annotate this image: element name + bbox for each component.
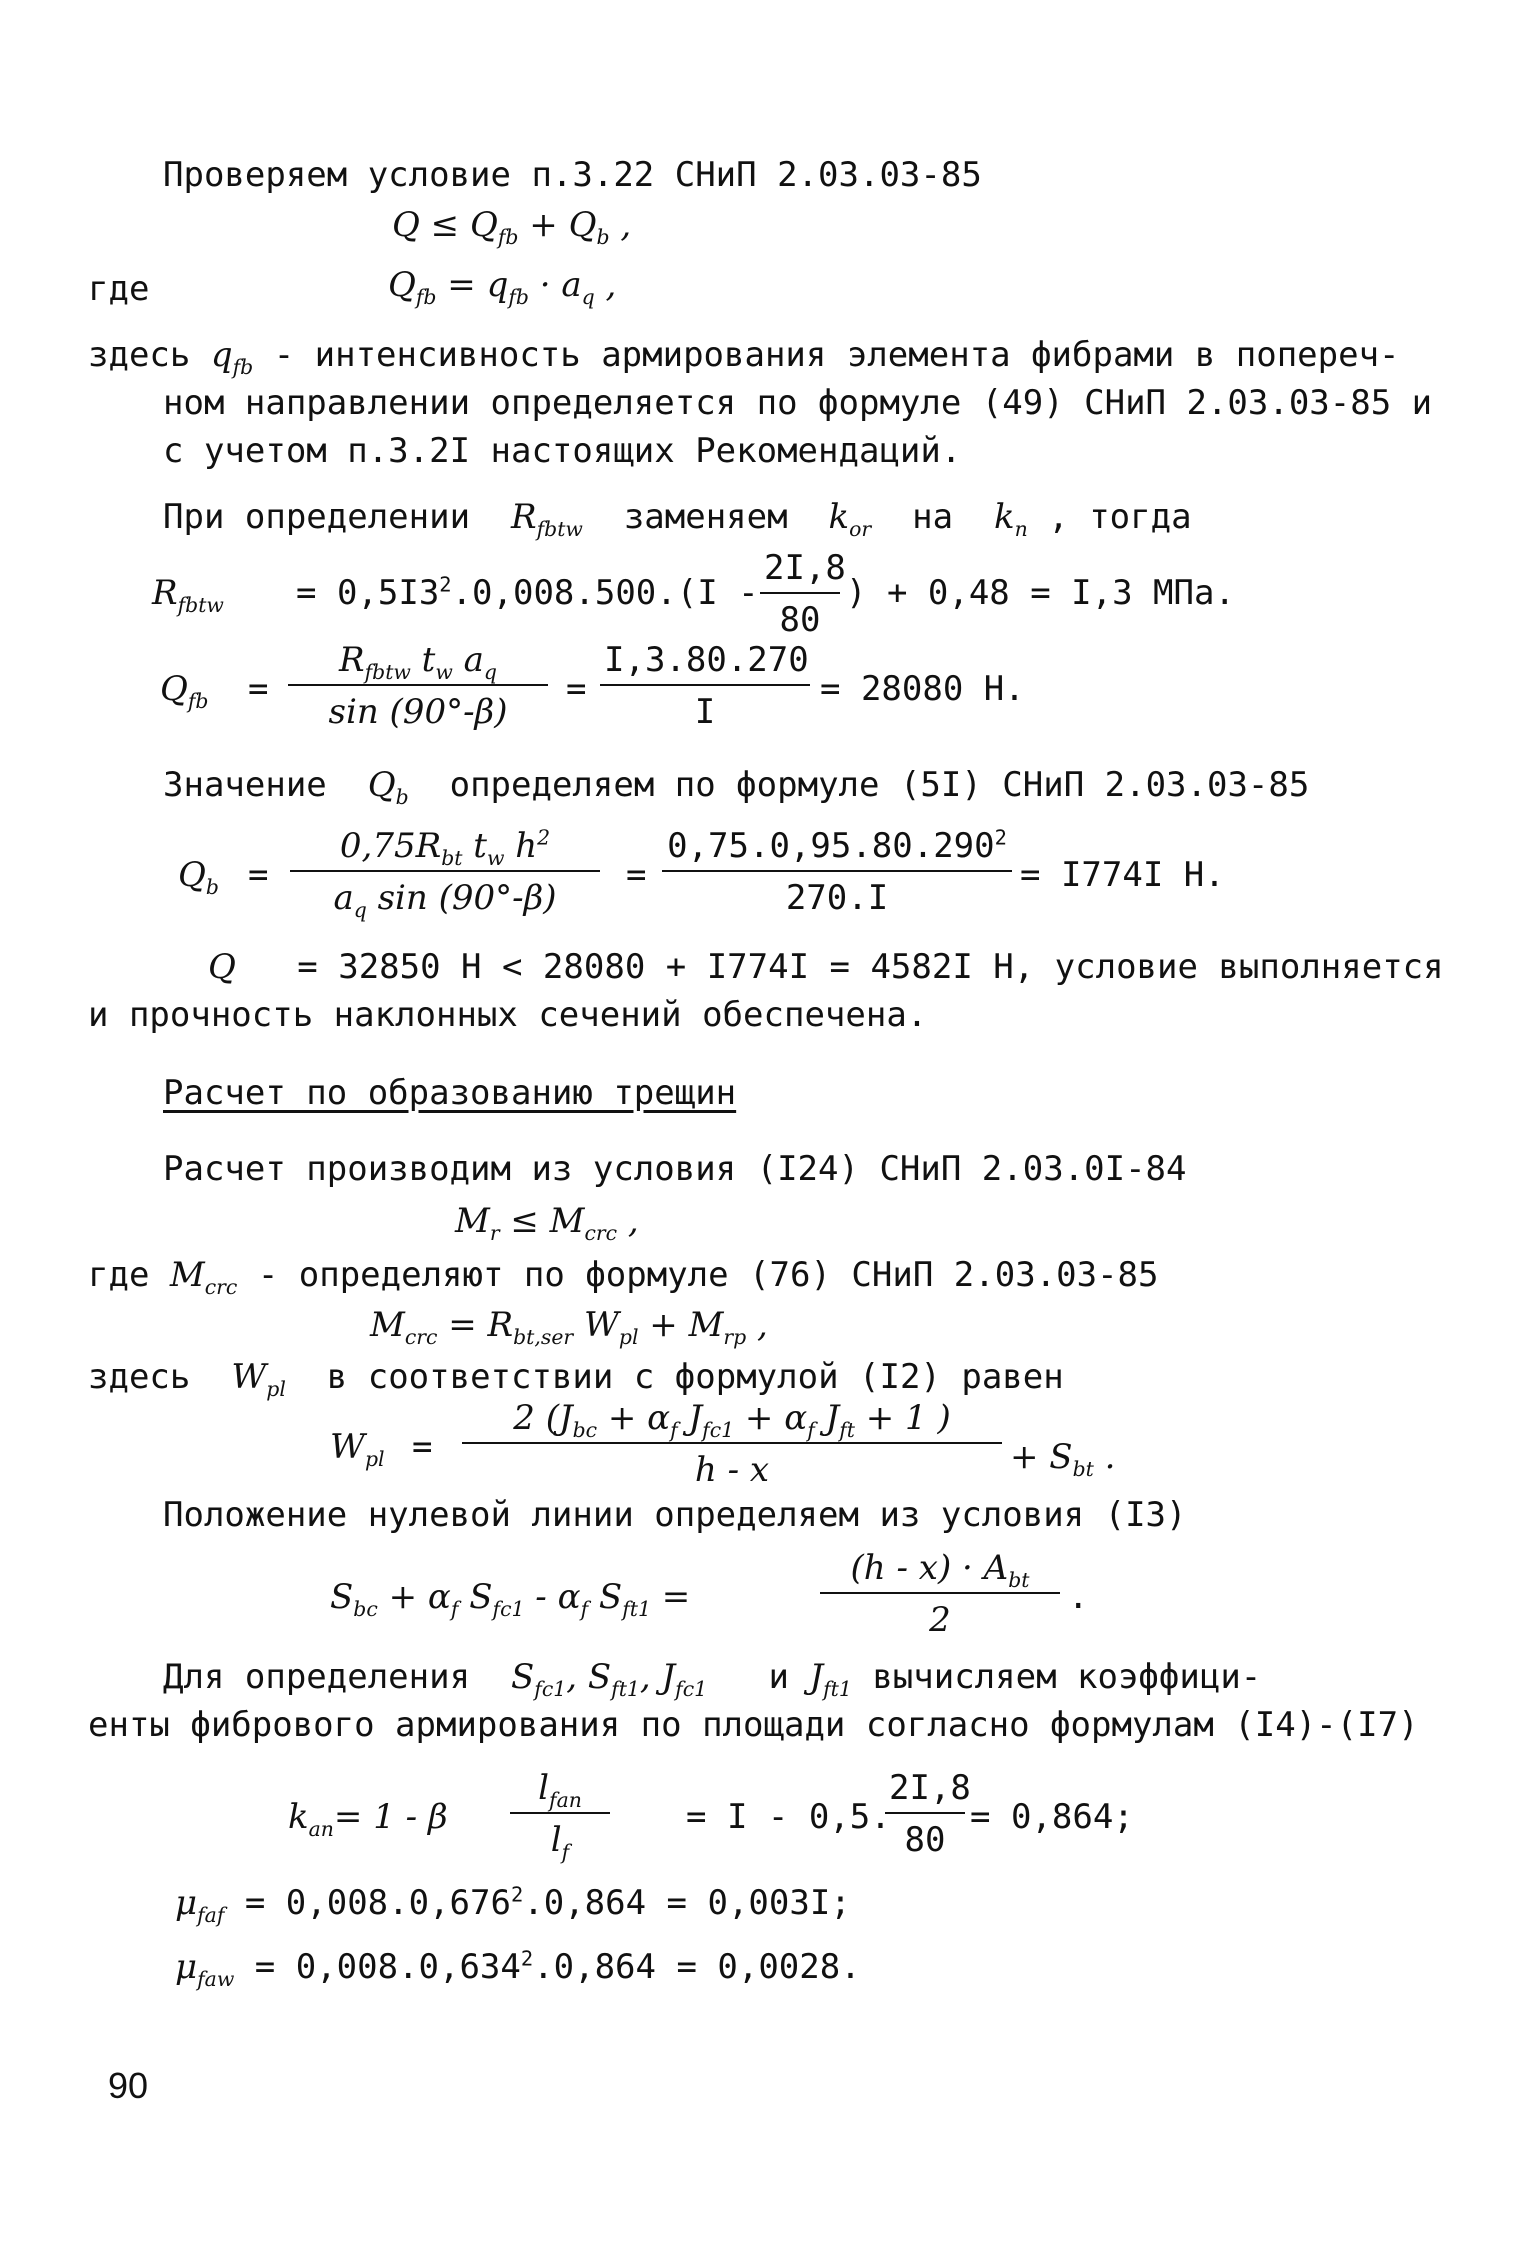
symbol: - α (524, 1577, 581, 1617)
symbol: l (538, 1768, 550, 1808)
subscript: b (395, 784, 409, 809)
formula-part: · a (528, 265, 582, 305)
subscript: w (435, 659, 453, 684)
text: - интенсивность армирования элемента фибрами в попереч- (253, 335, 1400, 375)
symbol: , (617, 1201, 639, 1241)
symbol: + α (597, 1398, 671, 1438)
fraction-qfb-symbolic (288, 640, 548, 732)
fraction-qb-numeric (662, 826, 1012, 918)
denominator (510, 1814, 610, 1864)
paragraph-qfb-definition-line1 (88, 335, 1400, 379)
fraction-qb-symbolic (290, 825, 600, 922)
subscript: f (450, 1596, 459, 1621)
denominator (290, 872, 600, 922)
subscript: fbtw (364, 659, 411, 684)
formula-part: , (609, 205, 632, 245)
formula-qfb-result: = 28080 H. (820, 669, 1025, 709)
text: здесь (88, 335, 191, 375)
formula-part: Q ≤ Q (392, 205, 498, 245)
formula-qfb (388, 265, 617, 309)
page-number: 90 (108, 2065, 149, 2106)
symbol: Q (367, 765, 396, 805)
symbol: + 1 ) (854, 1398, 951, 1438)
formula-rfbtw-left (296, 572, 759, 613)
where-label: где (88, 269, 150, 309)
numerator (288, 640, 548, 686)
numerator (462, 1398, 1002, 1444)
subscript: an (308, 1816, 334, 1841)
symbol: , (746, 1305, 768, 1345)
symbol: S (458, 1577, 493, 1617)
subscript: fc1 (702, 1417, 735, 1442)
text: , тогда (1048, 497, 1192, 537)
numerator (290, 826, 600, 872)
symbol: J (677, 1398, 703, 1438)
subscript: fb (232, 354, 254, 379)
paragraph-coefficients-line2: енты фибрового армирования по площади согласно формулам (I4)-(I7) (88, 1705, 1419, 1745)
formula-rfbtw-right: ) + 0,48 = I,3 МПа. (846, 573, 1235, 613)
text: = 32850 H < 28080 + I774I = 4582I H, условие выполняется (297, 947, 1444, 987)
subscript: crc (584, 1220, 618, 1245)
symbol: t (410, 640, 436, 680)
symbol: μ (175, 1883, 198, 1923)
symbol: a (333, 878, 354, 918)
paragraph-wpl-definition (88, 1357, 1064, 1401)
formula-kan-left (288, 1797, 448, 1841)
subscript: fc1 (492, 1596, 525, 1621)
symbol: Q (208, 947, 236, 987)
equals-sign: = (412, 1427, 433, 1467)
text: 0,75.0,95.80.290 (667, 826, 995, 866)
subscript: bt (1072, 1456, 1094, 1481)
text: = 0,008.0,676 (244, 1883, 511, 1923)
formula-mr-le-mcrc (455, 1201, 639, 1245)
symbol: W (573, 1305, 619, 1345)
symbol: S (588, 1577, 623, 1617)
subscript: f (561, 1839, 570, 1864)
symbol: Q (178, 855, 206, 895)
superscript: 2 (537, 825, 551, 850)
subscript: ft1 (622, 1596, 651, 1621)
formula-wpl-sbt (1010, 1437, 1116, 1481)
superscript: 2 (439, 572, 452, 597)
numerator (820, 1548, 1060, 1594)
subscript: ft (839, 1417, 855, 1442)
subscript: b (596, 224, 610, 249)
symbol: h (504, 826, 538, 866)
denominator: I (694, 692, 716, 732)
text: = 0,5I3 (296, 573, 440, 613)
denominator: 270.I (785, 878, 889, 918)
paragraph-replacement (163, 497, 1192, 541)
paragraph-neutral-axis: Положение нулевой линии определяем из условия (I3) (163, 1495, 1187, 1535)
subscript: pl (266, 1376, 286, 1401)
numerator (510, 1768, 610, 1814)
denominator: 80 (904, 1820, 946, 1860)
text: определяем по формуле (5I) СНиП 2.03.03-85 (449, 765, 1310, 805)
formula-part: + Q (518, 205, 597, 245)
numerator: 2I,8 (760, 548, 840, 594)
symbol: , J (639, 1657, 676, 1697)
subscript: n (1014, 516, 1028, 541)
text: где (88, 1255, 150, 1295)
subscript: fan (549, 1787, 582, 1812)
numerator: I,3.80.270 (600, 640, 810, 686)
symbol: l (550, 1820, 562, 1860)
denominator: 80 (779, 600, 821, 640)
symbol: (h - x) · A (850, 1548, 1009, 1588)
fraction-21-8-over-80-b (885, 1768, 971, 1860)
subscript: bt,ser (513, 1324, 574, 1349)
text: .0,864 = 0,0028. (533, 1947, 861, 1987)
text: .0,864 = 0,003I; (523, 1883, 851, 1923)
paragraph-check-condition: Проверяем условие п.3.22 СНиП 2.03.03-85 (163, 155, 982, 195)
text: заменяем (623, 497, 788, 537)
subscript: w (486, 845, 505, 870)
symbol: Q (160, 669, 188, 709)
equals-sign: = (248, 855, 269, 895)
formula-qfb-symbol (160, 669, 209, 713)
formula-part: = q (436, 265, 509, 305)
formula-neutral-axis-left (330, 1577, 691, 1621)
symbol: + S (1010, 1437, 1073, 1477)
subscript: crc (404, 1324, 438, 1349)
paragraph-qfb-definition-line2: ном направлении определяется по формуле (49) СНиП 2.03.03-85 и (163, 383, 1433, 423)
denominator: sin (90°-β) (328, 692, 508, 732)
superscript: 2 (520, 1946, 534, 1971)
symbol: M (370, 1305, 405, 1345)
subscript: fb (497, 224, 519, 249)
fraction-wpl (462, 1398, 1002, 1490)
subscript: bc (572, 1417, 598, 1442)
symbol: S (330, 1577, 354, 1617)
paragraph-coefficients-line1 (163, 1657, 1262, 1701)
subscript: pl (364, 1446, 385, 1471)
text: Значение (163, 765, 327, 805)
paragraph-qb-value (163, 765, 1310, 809)
formula-strength-condition (392, 205, 632, 249)
subscript: fb (187, 688, 209, 713)
symbol: t (462, 826, 487, 866)
superscript: 2 (994, 825, 1007, 850)
symbol: J (814, 1398, 840, 1438)
subscript: r (489, 1220, 500, 1245)
subscript: f (807, 1417, 815, 1442)
formula-qb-result: = I774I H. (1020, 855, 1225, 895)
subscript: rp (723, 1324, 747, 1349)
symbol: . (1093, 1437, 1116, 1477)
formula-mu-faw (175, 1946, 861, 1991)
fraction-qfb-numeric (600, 640, 810, 732)
subscript: b (205, 874, 219, 899)
symbol: 0,75R (339, 826, 442, 866)
symbol: R (511, 497, 537, 537)
subscript: fbtw (177, 592, 224, 617)
symbol: R (339, 640, 365, 680)
subscript: ft1 (611, 1676, 640, 1701)
equals-sign: = (248, 669, 269, 709)
text: .0,008.500.(I - (451, 573, 759, 613)
symbol: = (650, 1577, 691, 1617)
symbol: S (511, 1657, 535, 1697)
formula-part: Q (388, 265, 416, 305)
paragraph-qfb-definition-line3: с учетом п.3.2I настоящих Рекомендаций. (163, 431, 962, 471)
section-heading-crack-formation: Расчет по образованию трещин (163, 1073, 737, 1113)
symbol: M (455, 1201, 490, 1241)
text: - определяют по формуле (76) СНиП 2.03.03-85 (257, 1255, 1159, 1295)
paragraph-mcrc-definition (88, 1255, 1159, 1299)
symbol: = 1 - β (333, 1797, 448, 1837)
subscript: f (580, 1596, 589, 1621)
equals-sign: = (566, 669, 587, 709)
formula-part: , (594, 265, 617, 305)
numerator: 2I,8 (885, 1768, 965, 1814)
symbol: W (231, 1357, 267, 1397)
formula-kan-result: = 0,864; (970, 1797, 1134, 1837)
text: и (768, 1657, 789, 1697)
subscript: crc (204, 1274, 238, 1299)
symbol: μ (175, 1947, 198, 1987)
symbol: 2 (J (513, 1398, 573, 1438)
subscript: fbtw (536, 516, 583, 541)
text: = 0,008.0,634 (254, 1947, 521, 1987)
text: вычисляем коэффици- (872, 1657, 1262, 1697)
symbol: + M (638, 1305, 724, 1345)
symbol: + α (377, 1577, 451, 1617)
symbol: W (330, 1427, 365, 1467)
equals-sign: = (626, 855, 647, 895)
paragraph-crack-condition: Расчет производим из условия (I24) СНиП 2.03.0I-84 (163, 1149, 1187, 1189)
text: При определении (163, 497, 471, 537)
symbol: + α (734, 1398, 808, 1438)
fraction-lfan-over-lf (510, 1768, 610, 1864)
text: здесь (88, 1357, 191, 1397)
paragraph-check-result-line1 (208, 947, 1444, 987)
symbol: q (210, 335, 233, 375)
symbol: a (452, 640, 484, 680)
subscript: bt (1008, 1567, 1030, 1592)
subscript: q (483, 659, 497, 684)
subscript: faw (197, 1966, 235, 1991)
fraction-21-8-over-80 (760, 548, 846, 640)
symbol: M (169, 1255, 205, 1295)
text: в соответствии с формулой (I2) равен (326, 1357, 1064, 1397)
symbol: k (828, 497, 850, 537)
superscript: 2 (510, 1882, 524, 1907)
symbol: sin (90°-β) (366, 878, 557, 918)
formula-wpl-symbol (330, 1427, 385, 1471)
subscript: fb (415, 284, 437, 309)
subscript: fc1 (675, 1676, 708, 1701)
fraction-neutral-axis (820, 1548, 1060, 1640)
period: . (1068, 1577, 1089, 1617)
symbol: = R (437, 1305, 514, 1345)
paragraph-check-result-line2: и прочность наклонных сечений обеспечена. (88, 995, 928, 1035)
subscript: f (670, 1417, 678, 1442)
symbol: k (994, 497, 1015, 537)
text: Для определения (163, 1657, 471, 1697)
subscript: q (353, 897, 367, 922)
subscript: bc (353, 1596, 378, 1621)
formula-qb-symbol (178, 855, 219, 899)
symbol: R (152, 573, 178, 613)
formula-mcrc (370, 1305, 768, 1349)
subscript: pl (618, 1324, 639, 1349)
symbol: J (809, 1657, 824, 1697)
denominator: h - x (694, 1450, 770, 1490)
symbol: k (288, 1797, 309, 1837)
subscript: fb (508, 284, 529, 309)
text: на (912, 497, 954, 537)
denominator: 2 (929, 1600, 951, 1640)
formula-mu-faf (175, 1882, 851, 1927)
subscript: or (849, 516, 872, 541)
symbol: ≤ M (499, 1201, 585, 1241)
subscript: fc1 (534, 1676, 567, 1701)
subscript: ft1 (823, 1676, 852, 1701)
subscript: faf (197, 1902, 225, 1927)
formula-kan-middle: = I - 0,5. (686, 1797, 891, 1837)
numerator (662, 826, 1012, 872)
subscript: q (581, 284, 595, 309)
symbol: , S (566, 1657, 612, 1697)
subscript: bt (441, 845, 463, 870)
formula-rfbtw-symbol (152, 573, 224, 617)
